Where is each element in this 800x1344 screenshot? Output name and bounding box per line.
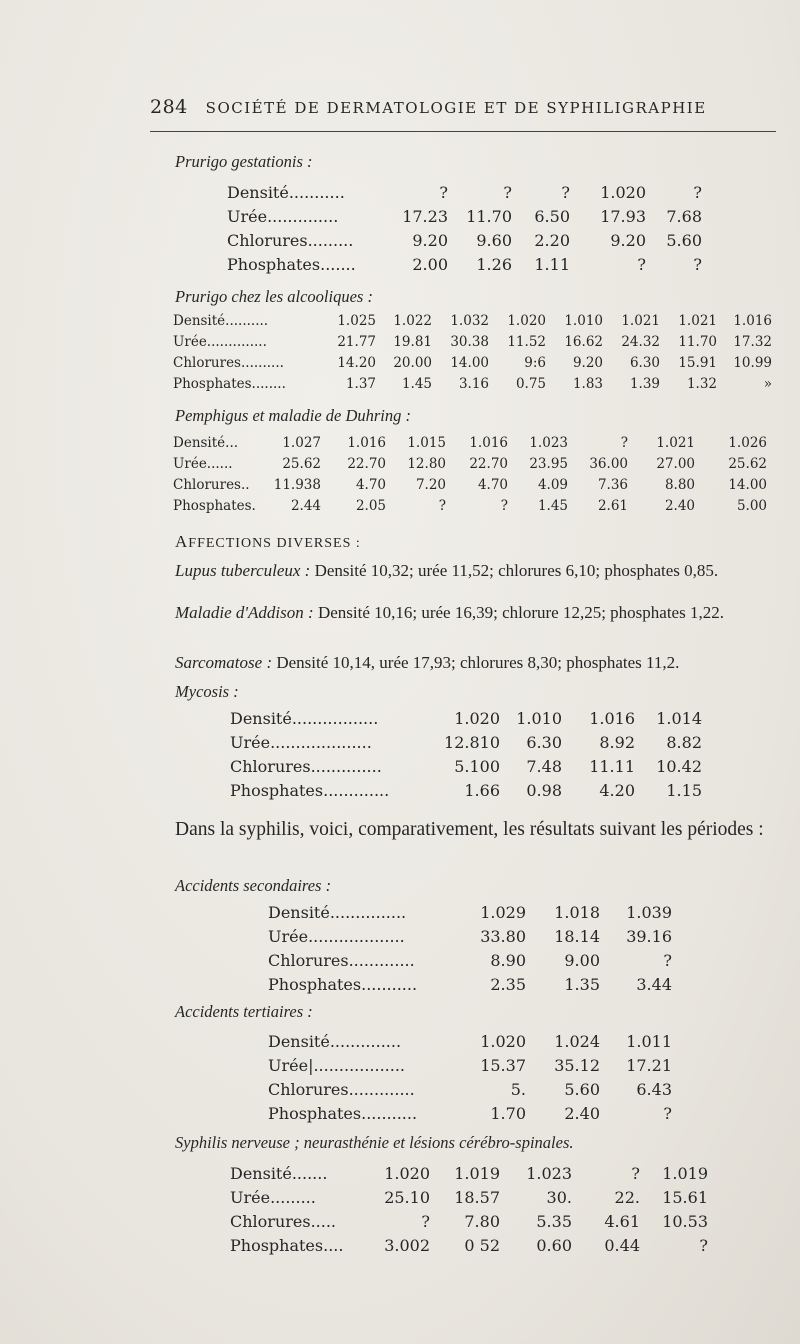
table-cell: 1.032 (450, 313, 489, 329)
row-label: Urée|.................. (268, 1056, 406, 1075)
table-cell: 2.05 (355, 498, 386, 514)
table-cell: 0.75 (515, 376, 546, 392)
table-cell: 1.019 (454, 1164, 500, 1183)
section-title-secondaires: Accidents secondaires : (175, 876, 332, 895)
row-label: Chlorures.............. (230, 757, 382, 776)
table-cell: 1.039 (626, 903, 672, 922)
table-row (0, 1188, 800, 1212)
table-cell: 9.20 (610, 231, 646, 250)
table-cell: 1.029 (480, 903, 526, 922)
row-label: Urée...... (173, 456, 233, 472)
table-cell: 18.57 (454, 1188, 500, 1207)
table-cell: ? (693, 183, 702, 202)
table-cell: 11.52 (507, 334, 546, 350)
table-cell: 1.83 (572, 376, 603, 392)
table-cell: 2.40 (564, 1104, 600, 1123)
table-cell: 0.44 (604, 1236, 640, 1255)
row-label: Chlorures............. (268, 1080, 415, 1099)
table-cell: ? (631, 1164, 640, 1183)
table-cell: 24.32 (621, 334, 660, 350)
table-cell: 1.35 (564, 975, 600, 994)
table-cell: ? (561, 183, 570, 202)
table-cell: 1.021 (656, 435, 695, 451)
table-cell: 39.16 (626, 927, 672, 946)
table-cell: 6.50 (534, 207, 570, 226)
table-cell: 11.70 (466, 207, 512, 226)
table-cell: 21.77 (337, 334, 376, 350)
table-cell: 11.938 (273, 477, 321, 493)
table-row (0, 1164, 800, 1188)
row-label: Densité............... (268, 903, 407, 922)
table-cell: 7.20 (415, 477, 446, 493)
table-cell: 4.61 (604, 1212, 640, 1231)
row-label: Densité... (173, 435, 239, 451)
table-cell: 9.20 (412, 231, 448, 250)
table-cell: 9:6 (524, 355, 546, 371)
table-cell: 10.42 (656, 757, 702, 776)
table-cell: 1.016 (589, 709, 635, 728)
paragraph-addison (156, 601, 781, 624)
table-cell: 1.021 (621, 313, 660, 329)
table-cell: 5.100 (454, 757, 500, 776)
row-label: Chlorures.. (173, 477, 250, 493)
row-label: Phosphates........... (268, 1104, 418, 1123)
table-cell: 30. (546, 1188, 572, 1207)
table-cell: 25.10 (384, 1188, 430, 1207)
table-cell: 1.010 (516, 709, 562, 728)
table-cell: ? (421, 1212, 430, 1231)
table-cell: 1.025 (337, 313, 376, 329)
table-cell: 11.11 (589, 757, 635, 776)
header-rule (150, 131, 776, 132)
section-title-tertiaires: Accidents tertiaires : (175, 1002, 313, 1021)
page-header (150, 96, 770, 118)
table-row (0, 709, 800, 733)
table-cell: 2.44 (290, 498, 321, 514)
table-cell: 6.43 (636, 1080, 672, 1099)
table-cell: 1.011 (626, 1032, 672, 1051)
table-row (0, 733, 800, 757)
table-cell: 3.002 (384, 1236, 430, 1255)
table-cell: ? (620, 435, 628, 451)
row-label: Chlorures.......... (173, 355, 284, 371)
table-cell: 1.66 (464, 781, 500, 800)
table-cell: 25.62 (728, 456, 767, 472)
row-label: Phosphates. (173, 498, 256, 514)
row-label: Phosphates........ (173, 376, 286, 392)
table-cell: 2.00 (412, 255, 448, 274)
table-row (0, 903, 800, 927)
table-row (0, 1032, 800, 1056)
row-label: Urée.............. (227, 207, 339, 226)
table-cell: 9.20 (572, 355, 603, 371)
table-cell: 0.98 (526, 781, 562, 800)
section-title-prurigo-gestationis: Prurigo gestationis : (175, 152, 313, 171)
table-cell: 1.45 (401, 376, 432, 392)
table-cell: 1.26 (476, 255, 512, 274)
table-cell: 5.60 (666, 231, 702, 250)
table-cell: 36.00 (589, 456, 628, 472)
table-cell: 7.80 (464, 1212, 500, 1231)
table-cell: 9.60 (476, 231, 512, 250)
table-cell: 4.09 (537, 477, 568, 493)
table-cell: ? (699, 1236, 708, 1255)
table-cell: 1.016 (347, 435, 386, 451)
section-title-mycosis: Mycosis : (175, 682, 239, 701)
row-label: Densité........... (227, 183, 345, 202)
table-row (0, 1080, 800, 1104)
table-cell: 14.00 (450, 355, 489, 371)
table-cell: 1.45 (537, 498, 568, 514)
addison-label: Maladie d'Addison : (175, 603, 314, 622)
table-cell: 1.024 (554, 1032, 600, 1051)
table-cell: 33.80 (480, 927, 526, 946)
table-cell: 5. (510, 1080, 526, 1099)
table-row (0, 951, 800, 975)
table-cell: 10.53 (662, 1212, 708, 1231)
table-cell: 1.010 (564, 313, 603, 329)
table-cell: 4.20 (599, 781, 635, 800)
table-cell: 23.95 (529, 456, 568, 472)
table-cell: 0 52 (464, 1236, 500, 1255)
row-label: Phosphates............. (230, 781, 390, 800)
table-row (0, 1236, 800, 1260)
table-cell: 15.37 (480, 1056, 526, 1075)
table-row (0, 781, 800, 805)
table-row (0, 757, 800, 781)
table-row (0, 498, 800, 522)
table-cell: 3.16 (458, 376, 489, 392)
table-cell: 27.00 (656, 456, 695, 472)
table-cell: 35.12 (554, 1056, 600, 1075)
table-cell: 17.93 (600, 207, 646, 226)
paragraph-lupus (156, 559, 781, 582)
table-row (0, 975, 800, 999)
table-cell: 1.023 (529, 435, 568, 451)
table-row (0, 1056, 800, 1080)
table-cell: 8.92 (599, 733, 635, 752)
table-row (0, 927, 800, 951)
table-cell: 3.44 (636, 975, 672, 994)
lupus-text: Densité 10,32; urée 11,52; chlorures 6,10; phosphates 0,85. (310, 561, 719, 580)
table-cell: 4.70 (355, 477, 386, 493)
table-cell: 1.018 (554, 903, 600, 922)
table-cell: 10.99 (733, 355, 772, 371)
table-cell: 14.00 (728, 477, 767, 493)
table-cell: ? (503, 183, 512, 202)
table-cell: 1.026 (728, 435, 767, 451)
table-cell: 6.30 (629, 355, 660, 371)
table-cell: 1.020 (454, 709, 500, 728)
row-label: Phosphates.... (230, 1236, 344, 1255)
table-cell: 17.23 (402, 207, 448, 226)
row-label: Urée......... (230, 1188, 316, 1207)
table-cell: 12.810 (444, 733, 500, 752)
table-cell: 22. (614, 1188, 640, 1207)
table-cell: 1.020 (384, 1164, 430, 1183)
table-cell: 1.016 (733, 313, 772, 329)
table-cell: 9.00 (564, 951, 600, 970)
row-label: Densité................. (230, 709, 379, 728)
table-row (0, 183, 800, 207)
table-cell: 2.61 (597, 498, 628, 514)
lupus-label: Lupus tuberculeux : (175, 561, 311, 580)
table-cell: 1.023 (526, 1164, 572, 1183)
table-cell: 5.60 (564, 1080, 600, 1099)
table-cell: 1.37 (345, 376, 376, 392)
paragraph-sarcomatose (156, 651, 781, 674)
table-cell: 1.39 (629, 376, 660, 392)
table-cell: ? (663, 951, 672, 970)
affections-heading (175, 530, 800, 555)
table-cell: 1.019 (662, 1164, 708, 1183)
table-cell: 1.11 (534, 255, 570, 274)
row-label: Chlorures............. (268, 951, 415, 970)
table-cell: 1.022 (393, 313, 432, 329)
table-cell: 19.81 (393, 334, 432, 350)
row-label: Urée.............. (173, 334, 267, 350)
affections-heading-rest: FFECTIONS DIVERSES : (188, 536, 361, 551)
section-title-prurigo-alcooliques: Prurigo chez les alcooliques : (175, 287, 373, 306)
table-cell: ? (663, 1104, 672, 1123)
table-cell: ? (637, 255, 646, 274)
table-cell: 1.016 (469, 435, 508, 451)
table-cell: 2.20 (534, 231, 570, 250)
table-cell: 6.30 (526, 733, 562, 752)
table-cell: 8.80 (664, 477, 695, 493)
table-cell: » (763, 376, 772, 392)
row-label: Chlorures......... (227, 231, 354, 250)
table-cell: 8.90 (490, 951, 526, 970)
table-row (0, 255, 800, 279)
table-cell: ? (439, 183, 448, 202)
table-cell: 1.70 (490, 1104, 526, 1123)
table-cell: 15.91 (678, 355, 717, 371)
table-cell: 1.020 (480, 1032, 526, 1051)
table-cell: 12.80 (407, 456, 446, 472)
table-cell: ? (693, 255, 702, 274)
table-cell: 2.40 (664, 498, 695, 514)
table-cell: 11.70 (678, 334, 717, 350)
table-cell: 1.014 (656, 709, 702, 728)
table-cell: 14.20 (337, 355, 376, 371)
table-cell: 7.48 (526, 757, 562, 776)
table-cell: 22.70 (347, 456, 386, 472)
table-cell: 7.68 (666, 207, 702, 226)
table-cell: 2.35 (490, 975, 526, 994)
table-cell: 22.70 (469, 456, 508, 472)
table-row (0, 207, 800, 231)
row-label: Urée.................... (230, 733, 372, 752)
table-cell: 15.61 (662, 1188, 708, 1207)
syphilis-intro: Dans la syphilis, voici, comparativement, les résultats suivant les périodes : (175, 819, 764, 840)
table-cell: 30.38 (450, 334, 489, 350)
table-cell: 17.32 (733, 334, 772, 350)
table-cell: 5.35 (536, 1212, 572, 1231)
row-label: Phosphates....... (227, 255, 356, 274)
table-cell: 1.027 (282, 435, 321, 451)
table-cell: 5.00 (736, 498, 767, 514)
table-row (0, 231, 800, 255)
row-label: Densité.............. (268, 1032, 402, 1051)
affections-heading-initial: A (175, 532, 189, 551)
row-label: Urée................... (268, 927, 405, 946)
sarcomatose-label: Sarcomatose : (175, 653, 273, 672)
table-cell: 18.14 (554, 927, 600, 946)
table-cell: 1.021 (678, 313, 717, 329)
table-cell: 1.020 (600, 183, 646, 202)
table-cell: 16.62 (564, 334, 603, 350)
table-cell: 20.00 (393, 355, 432, 371)
table-row (0, 376, 800, 400)
table-row (0, 1104, 800, 1128)
addison-text: Densité 10,16; urée 16,39; chlorure 12,25; phosphates 1,22. (313, 603, 724, 622)
row-label: Chlorures..... (230, 1212, 337, 1231)
section-title-nerveuse: Syphilis nerveuse ; neurasthénie et lésions cérébro-spinales. (175, 1133, 574, 1152)
page-number: 284 (150, 96, 188, 118)
table-cell: 17.21 (626, 1056, 672, 1075)
sarcomatose-text: Densité 10,14, urée 17,93; chlorures 8,30; phosphates 11,2. (272, 653, 680, 672)
table-cell: 1.32 (686, 376, 717, 392)
row-label: Phosphates........... (268, 975, 418, 994)
table-cell: 25.62 (282, 456, 321, 472)
section-title-pemphigus: Pemphigus et maladie de Duhring : (175, 406, 412, 425)
table-row (0, 1212, 800, 1236)
table-cell: 1.015 (407, 435, 446, 451)
table-cell: 1.15 (666, 781, 702, 800)
running-title: SOCIÉTÉ DE DERMATOLOGIE ET DE SYPHILIGRAPHIE (205, 99, 707, 117)
table-cell: ? (438, 498, 446, 514)
row-label: Densité.......... (173, 313, 269, 329)
table-cell: 8.82 (666, 733, 702, 752)
row-label: Densité....... (230, 1164, 328, 1183)
table-cell: 4.70 (477, 477, 508, 493)
table-cell: 7.36 (597, 477, 628, 493)
table-cell: ? (500, 498, 508, 514)
table-cell: 1.020 (507, 313, 546, 329)
table-cell: 0.60 (536, 1236, 572, 1255)
